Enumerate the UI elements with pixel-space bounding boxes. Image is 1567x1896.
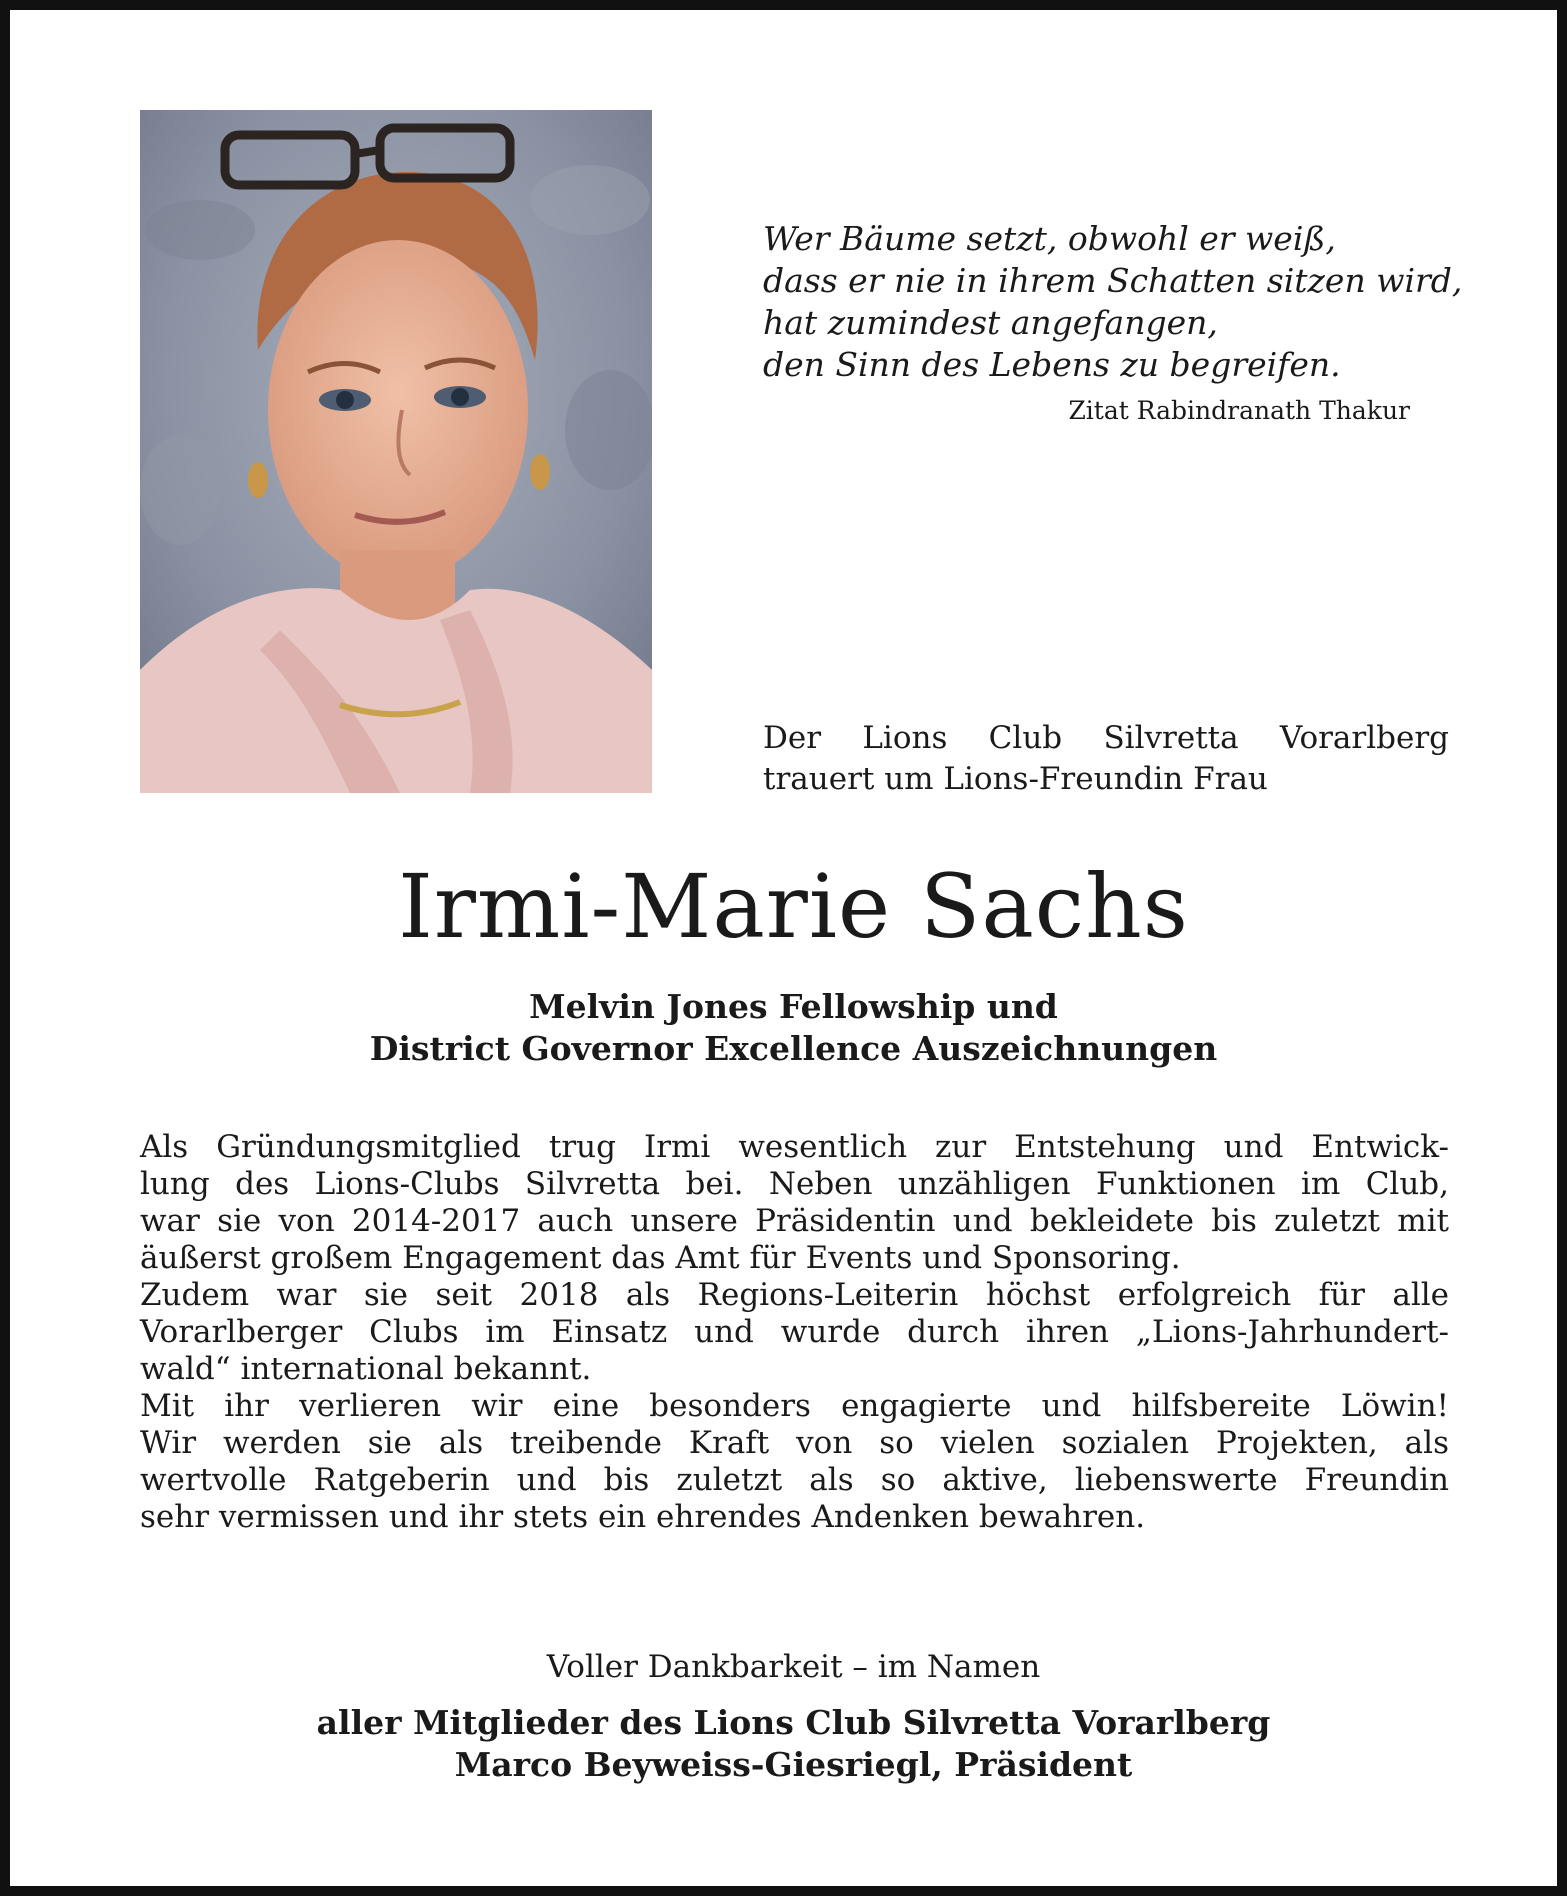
body-line: Mit ihr verlieren wir eine besonders engagierte und hilfsbereite Löwin!: [140, 1388, 1449, 1424]
body-line: wertvolle Ratgeberin und bis zuletzt als so aktive, liebenswerte Freundin: [140, 1462, 1449, 1498]
signature-line: Marco Beyweiss-Giesriegl, Präsident: [454, 1745, 1133, 1784]
tribute-paragraph: [140, 1129, 1449, 1536]
body-line: wald“ international bekannt.: [140, 1351, 592, 1387]
body-line: Wir werden sie als treibende Kraft von so vielen sozialen Projekten, als: [140, 1425, 1449, 1461]
body-line: lung des Lions-Clubs Silvretta bei. Neben unzähligen Funktionen im Club,: [140, 1166, 1449, 1202]
quote: [763, 218, 1463, 386]
intro-text: [763, 718, 1449, 800]
body-line: Als Gründungsmitglied trug Irmi wesentlich zur Entstehung und Entwick-: [140, 1129, 1449, 1165]
quote-line: dass er nie in ihrem Schatten sitzen wird,: [763, 261, 1463, 300]
portrait-illustration: [140, 110, 652, 793]
quote-line: hat zumindest angefangen,: [763, 303, 1218, 342]
signature-line: aller Mitglieder des Lions Club Silvretta Vorarlberg: [316, 1703, 1271, 1742]
awards-line: District Governor Excellence Auszeichnungen: [369, 1029, 1218, 1068]
quote-line: Wer Bäume setzt, obwohl er weiß,: [763, 219, 1336, 258]
quote-attribution: Zitat Rabindranath Thakur: [1068, 396, 1410, 425]
intro-line: trauert um Lions-Freundin Frau: [763, 761, 1268, 797]
awards-heading: [10, 986, 1567, 1070]
closing-line: Voller Dankbarkeit – im Namen: [546, 1649, 1041, 1685]
signature-block: [10, 1702, 1567, 1786]
quote-line: den Sinn des Lebens zu begreifen.: [763, 345, 1341, 384]
awards-line: Melvin Jones Fellowship und: [529, 987, 1058, 1026]
intro-line: Der Lions Club Silvretta Vorarlberg: [763, 720, 1449, 756]
portrait-photo: [140, 110, 652, 793]
body-line: war sie von 2014-2017 auch unsere Präsidentin und bekleidete bis zuletzt mit: [140, 1203, 1449, 1239]
deceased-name: Irmi-Marie Sachs: [398, 855, 1189, 958]
body-line: sehr vermissen und ihr stets ein ehrendes Andenken bewahren.: [140, 1499, 1146, 1535]
body-line: Vorarlberger Clubs im Einsatz und wurde durch ihren „Lions-Jahrhundert-: [140, 1314, 1449, 1350]
body-line: Zudem war sie seit 2018 als Regions-Leiterin höchst erfolgreich für alle: [140, 1277, 1449, 1313]
body-line: äußerst großem Engagement das Amt für Events und Sponsoring.: [140, 1240, 1181, 1276]
